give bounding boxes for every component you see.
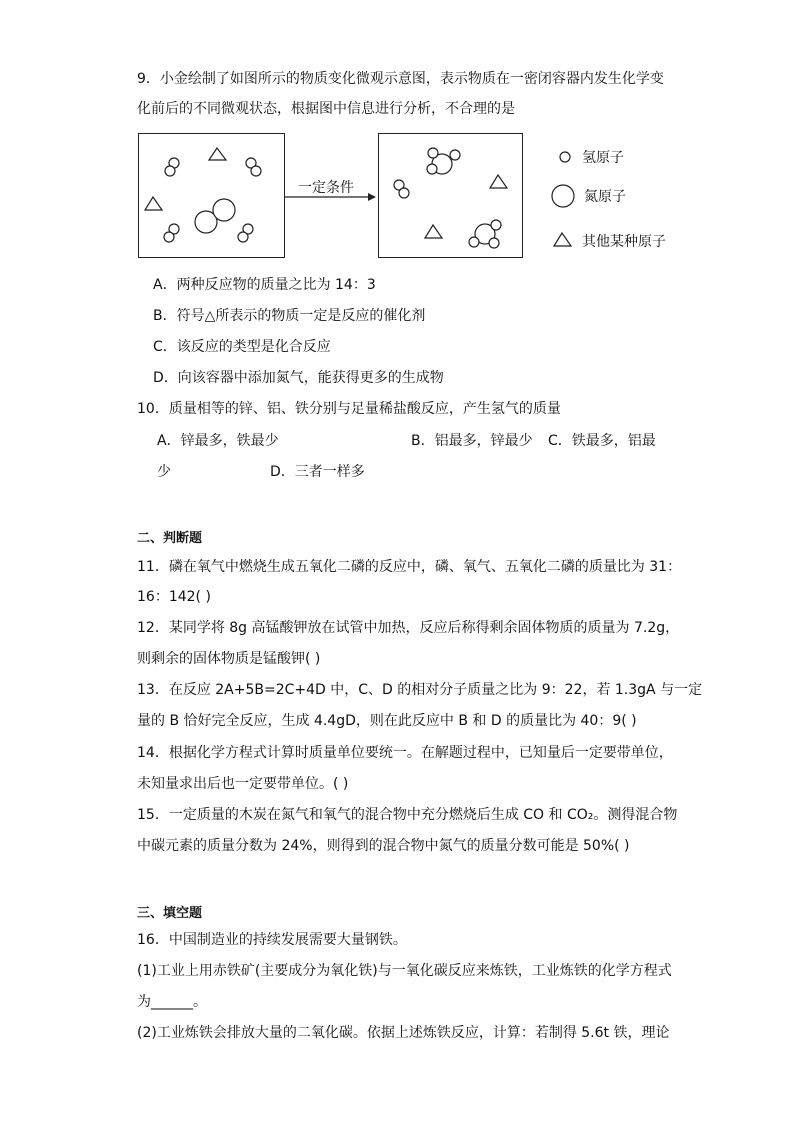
q15-line1: 15．一定质量的木炭在氮气和氧气的混合物中充分燃烧后生成 CO 和 CO₂。测得混合物	[137, 807, 678, 823]
q10-option-c: C．铁最多，铝最	[548, 433, 656, 449]
arrow-head	[368, 193, 376, 201]
other-atom-triangle	[490, 175, 507, 188]
legend-hydrogen-symbol	[560, 152, 570, 162]
nitrogen-molecule	[195, 199, 235, 233]
q11-line1: 11．磷在氧气中燃烧生成五氧化二磷的反应中，磷、氧气、五氧化二磷的质量比为 31：	[137, 559, 682, 575]
q9-option-c: C．该反应的类型是化合反应	[153, 339, 331, 355]
q11-line2: 16：142( )	[137, 589, 211, 605]
legend-nitrogen-label: 氮原子	[584, 189, 626, 205]
arrow-condition-label: 一定条件	[298, 180, 354, 196]
q9-option-a: A．两种反应物的质量之比为 14：3	[153, 277, 376, 293]
hydrogen-molecule	[394, 180, 409, 198]
q9-stem-line1: 9．小金绘制了如图所示的物质变化微观示意图，表示物质在一密闭容器内发生化学变	[137, 71, 664, 87]
hydrogen-molecule	[238, 224, 253, 242]
legend-nitrogen-symbol	[552, 185, 574, 207]
legend-other-label: 其他某种原子	[582, 234, 666, 250]
q10-option-c-cont: 少	[157, 464, 171, 480]
q9-option-b: B．符号△所表示的物质一定是反应的催化剂	[153, 308, 426, 324]
q10-stem: 10．质量相等的锌、铝、铁分别与足量稀盐酸反应，产生氢气的质量	[137, 401, 561, 417]
q13-line1: 13．在反应 2A+5B=2C+4D 中，C、D 的相对分子质量之比为 9：22，若 1.3gA 与一定	[137, 682, 703, 698]
q10-option-a: A．锌最多，铁最少	[157, 433, 279, 449]
other-atom-triangle	[145, 197, 162, 210]
other-atom-triangle	[425, 225, 442, 238]
q9-stem-line2: 化前后的不同微观状态，根据图中信息进行分析，不合理的是	[137, 101, 515, 117]
q14-line1: 14．根据化学方程式计算时质量单位要统一。在解题过程中，已知量后一定要带单位，	[137, 745, 673, 761]
section3-title: 三、填空题	[137, 906, 203, 921]
q13-line2: 量的 B 恰好完全反应，生成 4.4gD，则在此反应中 B 和 D 的质量比为 40：9( )	[137, 713, 637, 729]
q12-line1: 12．某同学将 8g 高锰酸钾放在试管中加热，反应后称得剩余固体物质的质量为 7.2g，	[137, 620, 680, 636]
legend-other-symbol	[554, 233, 571, 246]
q16-stem: 16．中国制造业的持续发展需要大量钢铁。	[137, 932, 407, 948]
q12-line2: 则剩余的固体物质是锰酸钾( )	[137, 651, 321, 667]
hydrogen-molecule	[164, 224, 179, 242]
q16-part1-line1: (1)工业上用赤铁矿(主要成分为氧化铁)与一氧化碳反应来炼铁，工业炼铁的化学方程式	[137, 963, 672, 979]
ammonia-molecule	[469, 220, 501, 248]
q15-line2: 中碳元素的质量分数为 24%，则得到的混合物中氮气的质量分数可能是 50%( )	[137, 838, 630, 854]
diagram-shapes	[0, 0, 794, 300]
ammonia-molecule	[427, 148, 460, 174]
legend-hydrogen-label: 氢原子	[582, 150, 624, 166]
q16-part1-line2: 为______。	[137, 994, 207, 1010]
q14-line2: 未知量求出后也一定要带单位。( )	[137, 776, 349, 792]
hydrogen-molecule	[165, 158, 179, 176]
q9-option-d: D．向该容器中添加氮气，能获得更多的生成物	[153, 370, 444, 386]
other-atom-triangle	[209, 148, 226, 160]
q16-part2-line1: (2)工业炼铁会排放大量的二氧化碳。依据上述炼铁反应，计算：若制得 5.6t 铁，理论	[137, 1025, 670, 1041]
section2-title: 二、判断题	[137, 531, 203, 546]
q10-option-b: B．铝最多，锌最少	[411, 433, 533, 449]
q10-option-d: D．三者一样多	[270, 464, 365, 480]
hydrogen-molecule	[246, 158, 261, 176]
